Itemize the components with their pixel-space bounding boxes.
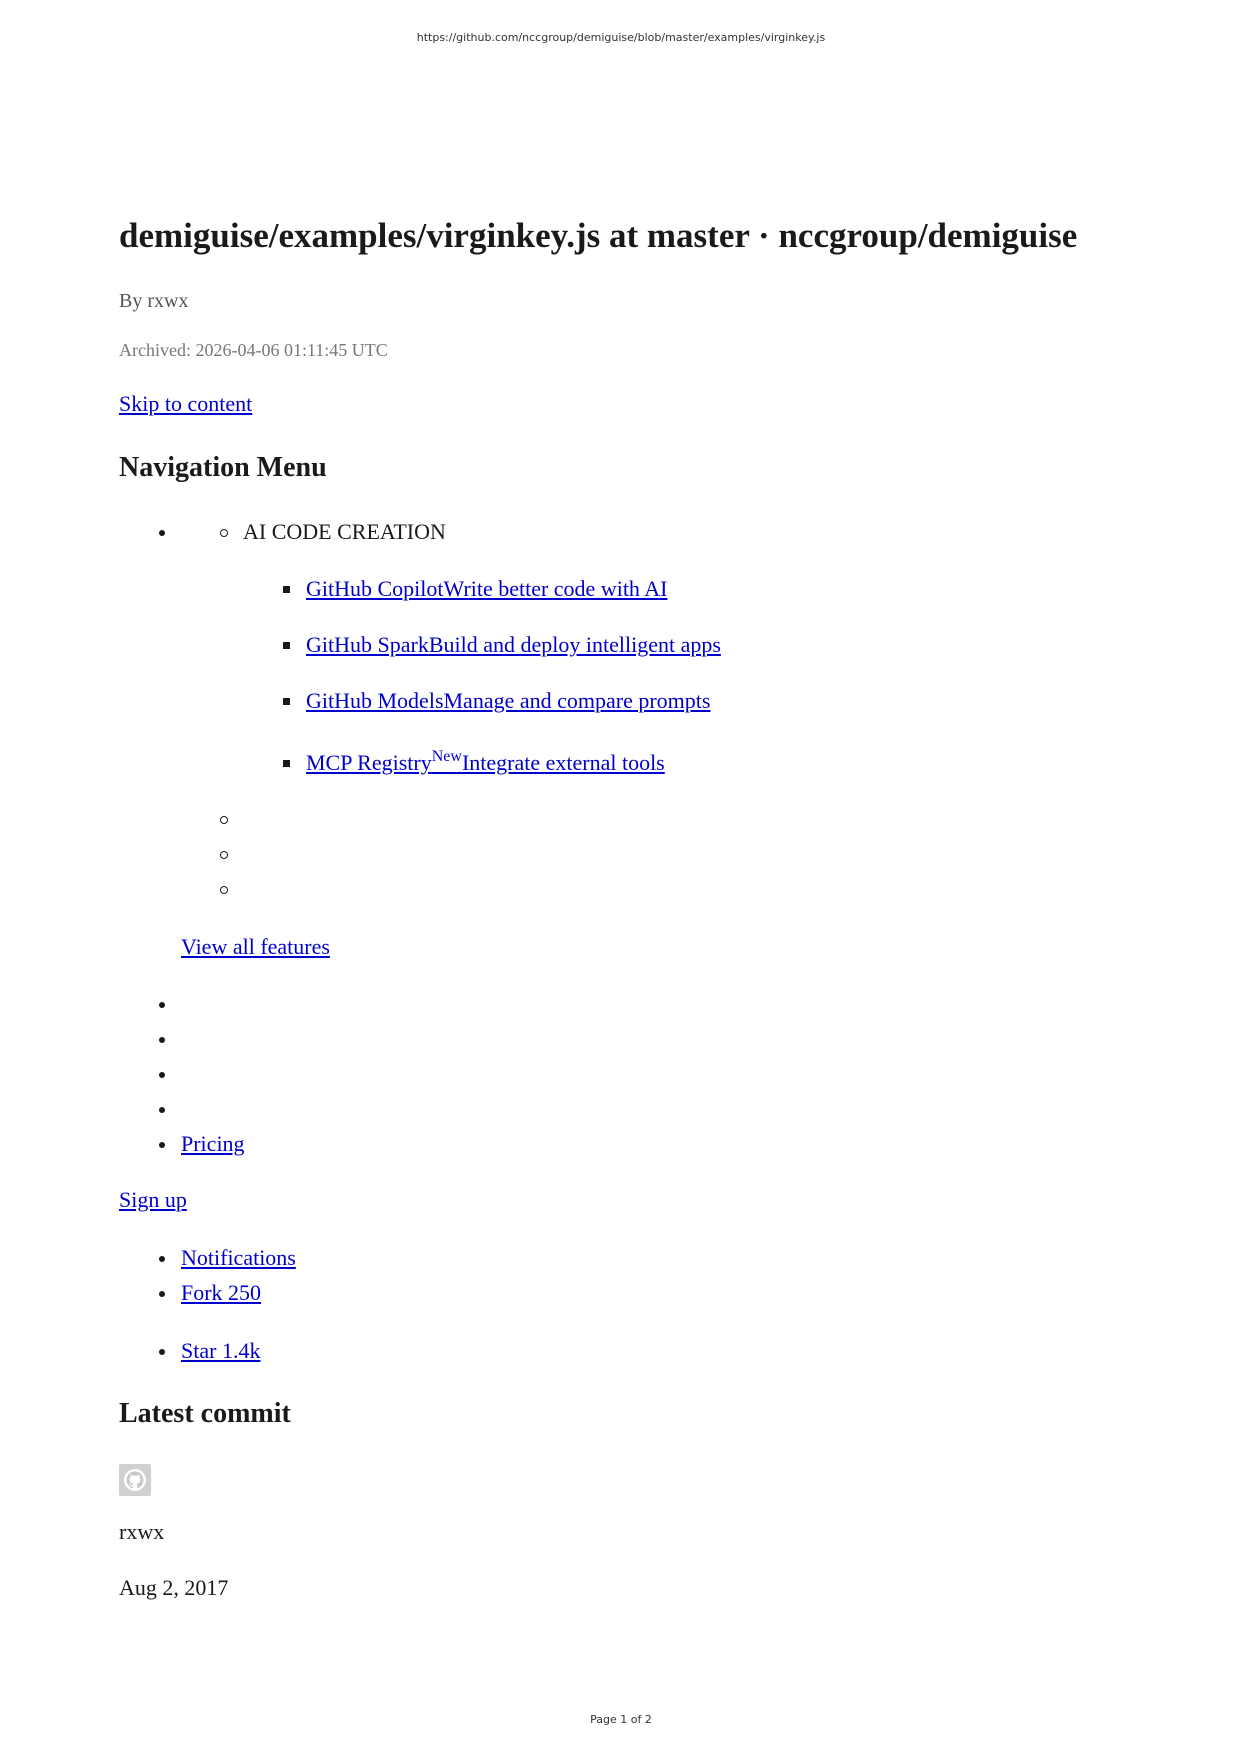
avatar [119, 1464, 151, 1496]
list-bullet [159, 1349, 165, 1355]
nav-item-name: GitHub Spark [306, 632, 429, 657]
list-bullet [283, 698, 290, 705]
list-bullet [159, 1142, 165, 1148]
list-bullet [159, 1037, 165, 1043]
nav-item-name: GitHub Models [306, 688, 444, 713]
list-bullet [220, 529, 228, 537]
new-badge: New [431, 748, 462, 765]
list-bullet [159, 1072, 165, 1078]
byline: By rxwx [119, 290, 189, 312]
sign-up-link[interactable]: Sign up [119, 1187, 187, 1212]
list-bullet [159, 530, 165, 536]
nav-item-mcp-registry[interactable] [306, 750, 665, 776]
list-bullet [283, 586, 290, 593]
list-bullet [159, 1107, 165, 1113]
list-bullet [159, 1291, 165, 1297]
list-bullet [220, 851, 228, 859]
nav-item-desc: Integrate external tools [461, 750, 665, 775]
pricing-link[interactable]: Pricing [181, 1131, 245, 1156]
nav-item-desc: Write better code with AI [443, 576, 668, 601]
latest-commit-heading: Latest commit [119, 1398, 291, 1429]
list-bullet [220, 886, 228, 894]
commit-date: Aug 2, 2017 [119, 1575, 229, 1600]
nav-item-desc: Build and deploy intelligent apps [428, 632, 721, 657]
skip-to-content-link[interactable]: Skip to content [119, 391, 253, 416]
page-url-header: https://github.com/nccgroup/demiguise/blob/master/examples/virginkey.js [416, 31, 826, 44]
view-all-features-link[interactable]: View all features [181, 934, 330, 959]
list-bullet [283, 760, 290, 767]
fork-link[interactable]: Fork 250 [181, 1280, 262, 1305]
nav-item-github-models[interactable] [306, 688, 710, 714]
navigation-menu-heading: Navigation Menu [119, 452, 327, 483]
nav-item-desc: Manage and compare prompts [443, 688, 711, 713]
ai-code-creation-label: AI CODE CREATION [243, 519, 446, 544]
commit-author: rxwx [119, 1519, 165, 1544]
github-octocat-icon [119, 1464, 151, 1496]
list-bullet [283, 642, 290, 649]
nav-item-github-spark[interactable] [306, 632, 721, 658]
notifications-link[interactable]: Notifications [181, 1245, 296, 1270]
list-bullet [159, 1002, 165, 1008]
page-number: Page 1 of 2 [590, 1713, 652, 1726]
nav-item-github-copilot[interactable] [306, 576, 667, 602]
list-bullet [159, 1256, 165, 1262]
star-link[interactable]: Star 1.4k [181, 1338, 261, 1363]
page-title: demiguise/examples/virginkey.js at master · nccgroup/demiguise [119, 216, 1078, 255]
nav-item-name: MCP Registry [306, 750, 432, 775]
archived-timestamp: Archived: 2026-04-06 01:11:45 UTC [119, 340, 388, 360]
list-bullet [220, 816, 228, 824]
nav-item-name: GitHub Copilot [306, 576, 444, 601]
